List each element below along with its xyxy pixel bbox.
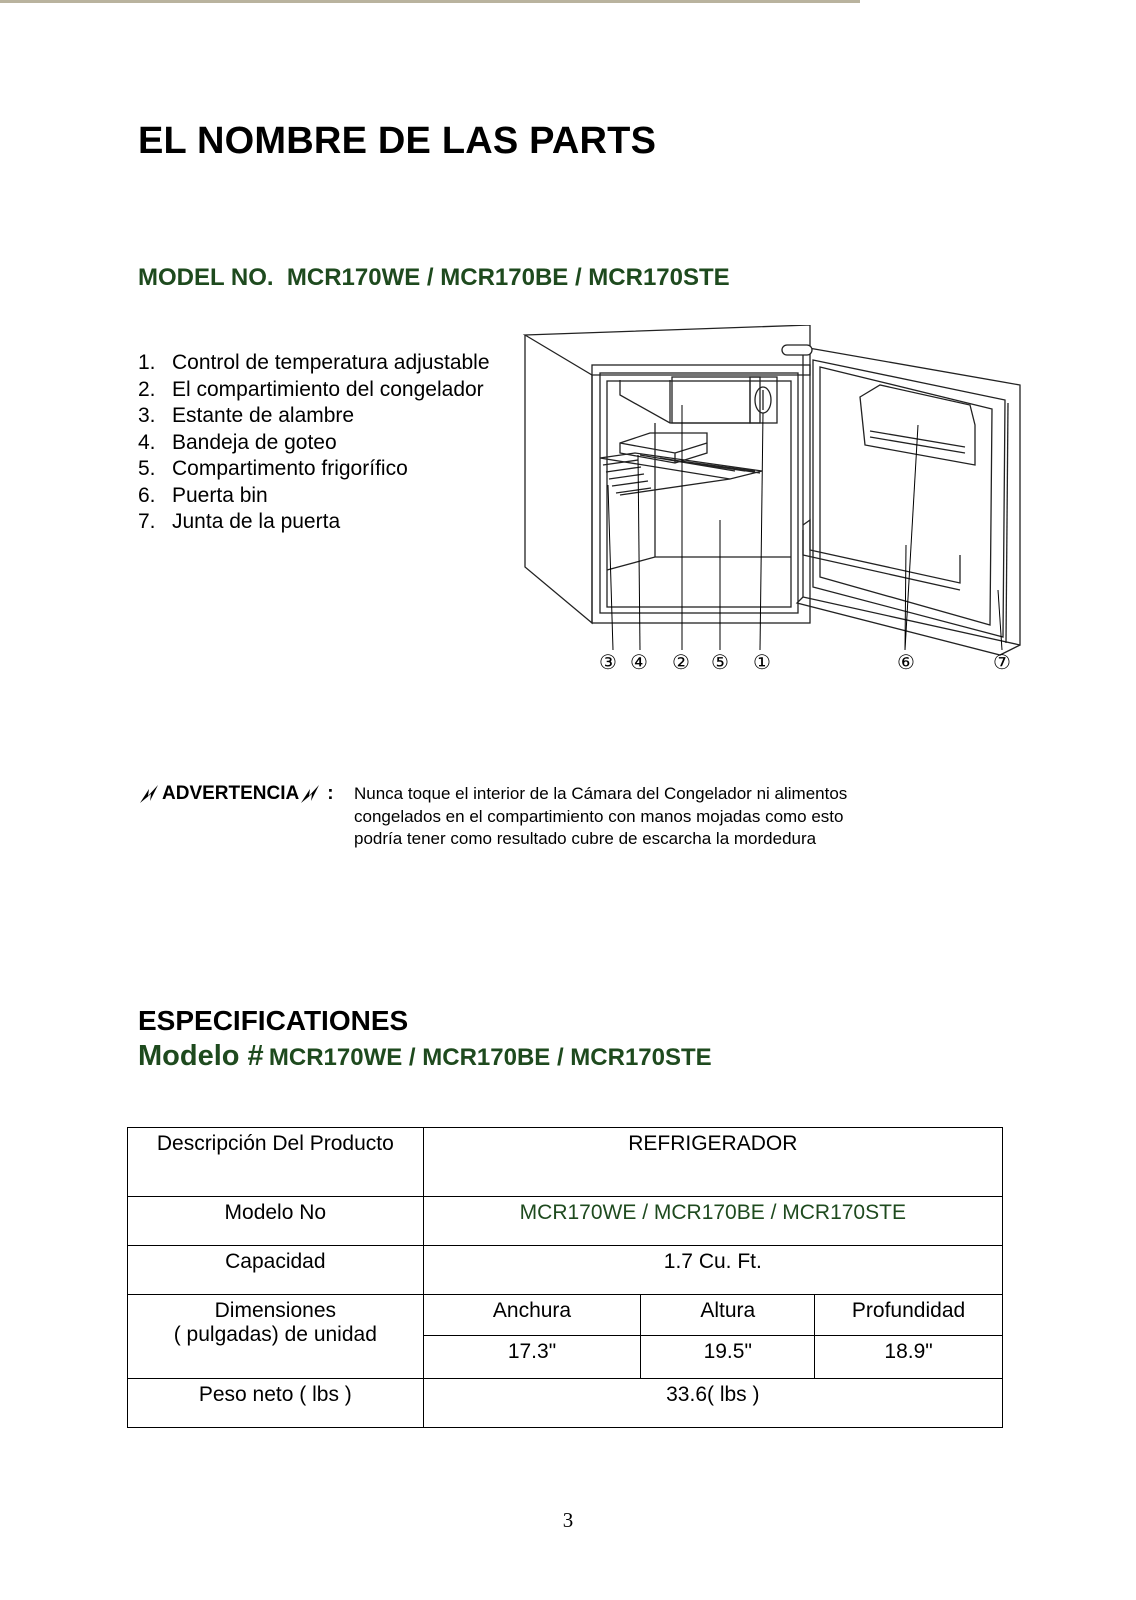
table-row <box>128 1295 1003 1336</box>
table-cell: 18.9" <box>815 1336 1003 1379</box>
door-inner <box>813 360 1005 637</box>
table-row <box>128 1246 1003 1295</box>
cabinet-outline <box>525 325 810 375</box>
door-edge <box>797 597 1020 655</box>
door-hinge <box>782 345 812 355</box>
specifications-table <box>127 1127 1003 1428</box>
table-cell: 17.3" <box>423 1336 641 1379</box>
lower-door-rail <box>803 520 960 583</box>
freezer-front <box>672 377 760 423</box>
callout-2: ② <box>672 650 690 674</box>
table-row <box>128 1379 1003 1428</box>
callout-5: ⑤ <box>711 650 729 674</box>
leader-line-6a <box>905 425 918 650</box>
warning-icon <box>299 783 323 805</box>
table-cell: REFRIGERADOR <box>423 1128 1002 1197</box>
list-item: 1. Control de temperatura adjustable <box>138 351 490 374</box>
page-title: EL NOMBRE DE LAS PARTS <box>138 120 657 162</box>
list-item: 7. Junta de la puerta <box>138 510 341 533</box>
page-number: 3 <box>562 1508 574 1532</box>
list-item: 3. Estante de alambre <box>138 404 355 427</box>
fresh-food-floor <box>607 557 791 570</box>
model-heading: MODEL NO. MCR170WE / MCR170BE / MCR170STE <box>138 264 730 291</box>
parts-list <box>138 350 490 536</box>
table-cell: Dimensiones ( pulgadas) de unidad <box>128 1295 424 1379</box>
callout-7: ⑦ <box>993 650 1011 674</box>
list-item: 6. Puerta bin <box>138 483 268 507</box>
leader-line-4 <box>638 455 640 650</box>
table-cell: Capacidad <box>128 1246 424 1295</box>
callout-4: ④ <box>630 650 648 674</box>
warning-text: Nunca toque el interior de la Cámara del Congelador ni alimentos congelados en el compartimiento con manos mojadas como esto podría tener como resultado cubre de escarcha la mordedura <box>354 784 848 848</box>
warning-label: ADVERTENCIA : <box>138 783 334 806</box>
table-cell: Altura <box>641 1295 815 1336</box>
callout-6: ⑥ <box>897 650 915 674</box>
table-cell: MCR170WE / MCR170BE / MCR170STE <box>423 1197 1002 1246</box>
leader-line-1 <box>760 413 763 650</box>
warning-colon: : <box>327 783 334 804</box>
callout-1: ① <box>753 650 771 674</box>
specifications-model: Modelo # MCR170WE / MCR170BE / MCR170STE <box>138 1040 712 1072</box>
list-item: 4. Bandeja de goteo <box>138 430 337 454</box>
list-item: 5. Compartimento frigorífico <box>138 457 408 480</box>
table-cell: 19.5" <box>641 1336 815 1379</box>
callout-3: ③ <box>599 650 617 674</box>
table-row <box>128 1197 1003 1246</box>
door-gasket <box>1006 403 1008 643</box>
freezer-outline <box>620 380 750 423</box>
warning-icon <box>138 783 162 805</box>
specifications-title: ESPECIFICATIONES <box>138 1005 409 1036</box>
table-cell: 33.6( lbs ) <box>423 1379 1002 1428</box>
cabinet-side <box>525 335 592 623</box>
wire-shelf <box>600 453 762 479</box>
refrigerator-diagram <box>520 325 1050 690</box>
table-row <box>128 1128 1003 1197</box>
top-rule <box>0 0 860 3</box>
table-cell: Profundidad <box>815 1295 1003 1336</box>
table-cell: Descripción Del Producto <box>128 1128 424 1197</box>
leader-line-3 <box>608 485 613 650</box>
table-cell: Anchura <box>423 1295 641 1336</box>
table-cell: Modelo No <box>128 1197 424 1246</box>
table-cell: 1.7 Cu. Ft. <box>423 1246 1002 1295</box>
list-item: 2. El compartimiento del congelador <box>138 377 484 401</box>
table-cell: Peso neto ( lbs ) <box>128 1379 424 1428</box>
